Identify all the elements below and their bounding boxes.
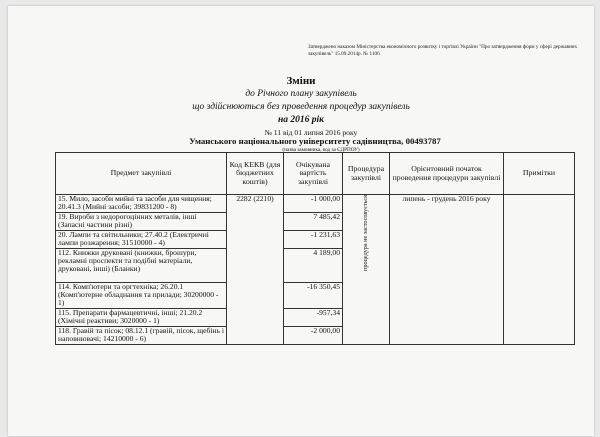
row-subject: 15. Мило, засоби мийні та засоби для чищення; 20.41.3 (Мийні засоби; 39831200 - 8) [56,195,227,213]
row-cost: 4 189,00 [284,249,343,283]
row-subject: 112. Книжки друковані (книжки, брошури, рекламні проспекти та подібні матеріали, друковані, інші) (Бланки) [56,249,227,283]
subtitle-year: на 2016 рік [278,115,324,125]
procurement-table [55,152,575,345]
row-subject: 115. Препарати фармацевтичні, інші; 21.20.2 (Хімічні реактиви; 3020000 - 1) [56,309,227,327]
notes-cell [504,195,575,345]
row-cost: -1 231,63 [284,231,343,249]
procedure-cell [343,195,390,345]
document-number: № 11 від 01 липня 2016 року [264,128,358,137]
column-header-cost: Очікувана вартість закупівлі [284,153,343,195]
row-cost: -957,34 [284,309,343,327]
customer-name: Уманського національного університету садівництва, 00493787 [189,136,441,146]
table-header-row [56,153,575,195]
column-header-procedure: Процедура закупівлі [343,153,390,195]
row-cost: -2 000,00 [284,327,343,345]
row-cost: -16 350,45 [284,283,343,309]
table-row [56,195,575,213]
row-subject: 118. Гравій та пісок; 08.12.1 (гравій, пісок, щебінь і наповнювачі; 14210000 - 6) [56,327,227,345]
column-header-notes: Примітки [504,153,575,195]
start-period-cell: липень - грудень 2016 року [390,195,504,345]
approval-note: Затверджено наказом Міністерства економічного розвитку і торгівлі України "Про затвердження форм у сфері державних закупівель" 15.09.2014р. № 1106 [308,44,578,57]
procedure-text: процедура не застосовується [361,195,369,271]
column-header-kekv: Код КЕКВ (для бюджетних коштів) [227,153,284,195]
row-cost: -1 000,00 [284,195,343,213]
row-cost: 7 485,42 [284,213,343,231]
row-subject: 20. Лампи та світильники; 27.40.2 (Електричні лампи розжарення; 31510000 - 4) [56,231,227,249]
column-header-subject: Предмет закупівлі [56,153,227,195]
kekv-cell: 2282 (2210) [227,195,284,345]
subtitle-procedures: що здійснюються без проведення процедур закупівель [192,102,410,112]
document-title: Зміни [286,75,316,87]
column-header-start: Орієнтовний початок проведення процедури закупівлі [390,153,504,195]
subtitle-plan: до Річного плану закупівель [245,89,357,99]
row-subject: 19. Вироби з недорогоцінних металів, інші (Запасні частини різні) [56,213,227,231]
row-subject: 114. Комп'ютери та оргтехніка; 26.20.1 (Комп'ютерне обладнання та прилади; 30200000 - 1) [56,283,227,309]
customer-caption: (назва замовника, код за ЄДРПОУ) [282,147,360,153]
